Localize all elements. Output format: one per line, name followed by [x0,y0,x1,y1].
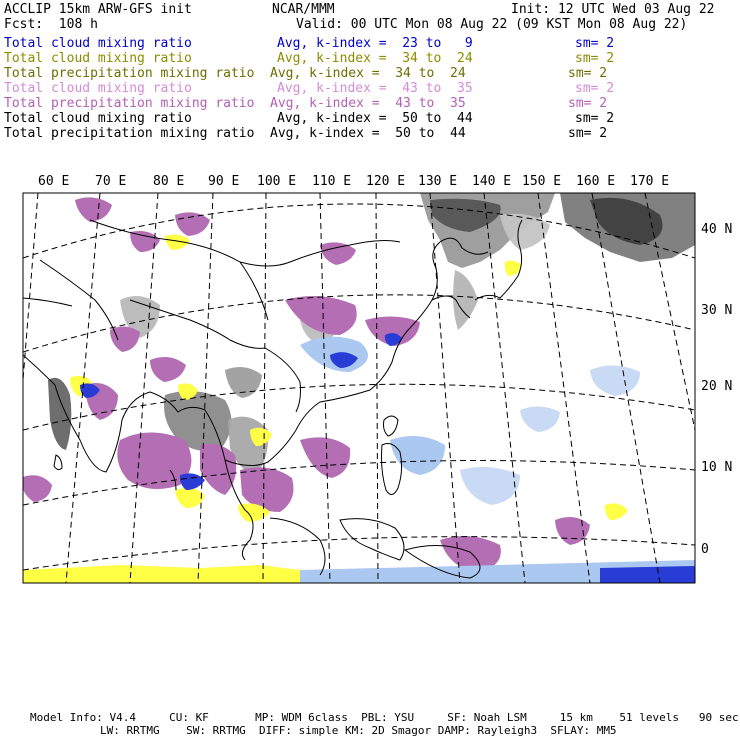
map-background [23,193,695,583]
field-range: Avg, k-index = 23 to 9 [277,36,473,51]
longitude-label: 170 E [630,174,670,189]
field-smoothing: sm= 2 [575,81,615,96]
center-name: NCAR/MMM [272,2,335,17]
field-smoothing: sm= 2 [568,66,608,81]
longitude-labels [38,174,669,189]
longitude-label: 120 E [366,174,406,189]
field-smoothing: sm= 2 [568,96,608,111]
field-name: Total precipitation mixing ratio [4,126,255,141]
longitude-label: 130 E [418,174,458,189]
field-smoothing: sm= 2 [575,36,615,51]
model-info-line-2: LW: RRTMG SW: RRTMG DIFF: simple KM: 2D Smagor DAMP: Rayleigh3 SFLAY: MM5 [100,724,617,737]
field-name: Total precipitation mixing ratio [4,96,255,111]
field-smoothing: sm= 2 [575,51,615,66]
longitude-label: 90 E [208,174,240,189]
model-title: ACCLIP 15km ARW-GFS init [4,2,192,17]
longitude-label: 60 E [38,174,70,189]
field-name: Total cloud mixing ratio [4,81,192,96]
latitude-label: 20 N [701,379,733,394]
longitude-label: 140 E [472,174,512,189]
latitude-label: 10 N [701,460,733,475]
field-name: Total cloud mixing ratio [4,111,192,126]
longitude-label: 100 E [257,174,297,189]
init-time: Init: 12 UTC Wed 03 Aug 22 [511,2,715,17]
latitude-label: 0 [701,542,709,557]
longitude-label: 80 E [153,174,185,189]
latitude-label: 30 N [701,303,733,318]
forecast-hour: Fcst: 108 h [4,17,98,32]
field-smoothing: sm= 2 [568,126,608,141]
valid-time: Valid: 00 UTC Mon 08 Aug 22 (09 KST Mon 08 Aug 22) [296,17,688,32]
field-range: Avg, k-index = 43 to 35 [270,96,466,111]
model-info-line-1: Model Info: V4.4 CU: KF MP: WDM 6class PBL: YSU SF: Noah LSM 15 km 51 levels 90 sec [30,711,739,724]
latitude-labels [701,222,732,557]
field-range: Avg, k-index = 50 to 44 [270,126,466,141]
field-range: Avg, k-index = 43 to 35 [277,81,473,96]
longitude-label: 110 E [312,174,352,189]
longitude-label: 150 E [522,174,562,189]
field-name: Total cloud mixing ratio [4,51,192,66]
field-range: Avg, k-index = 34 to 24 [270,66,466,81]
field-range: Avg, k-index = 34 to 24 [277,51,473,66]
longitude-label: 160 E [576,174,616,189]
field-name: Total precipitation mixing ratio [4,66,255,81]
field-name: Total cloud mixing ratio [4,36,192,51]
latitude-label: 40 N [701,222,733,237]
field-range: Avg, k-index = 50 to 44 [277,111,473,126]
longitude-label: 70 E [95,174,127,189]
field-smoothing: sm= 2 [575,111,615,126]
